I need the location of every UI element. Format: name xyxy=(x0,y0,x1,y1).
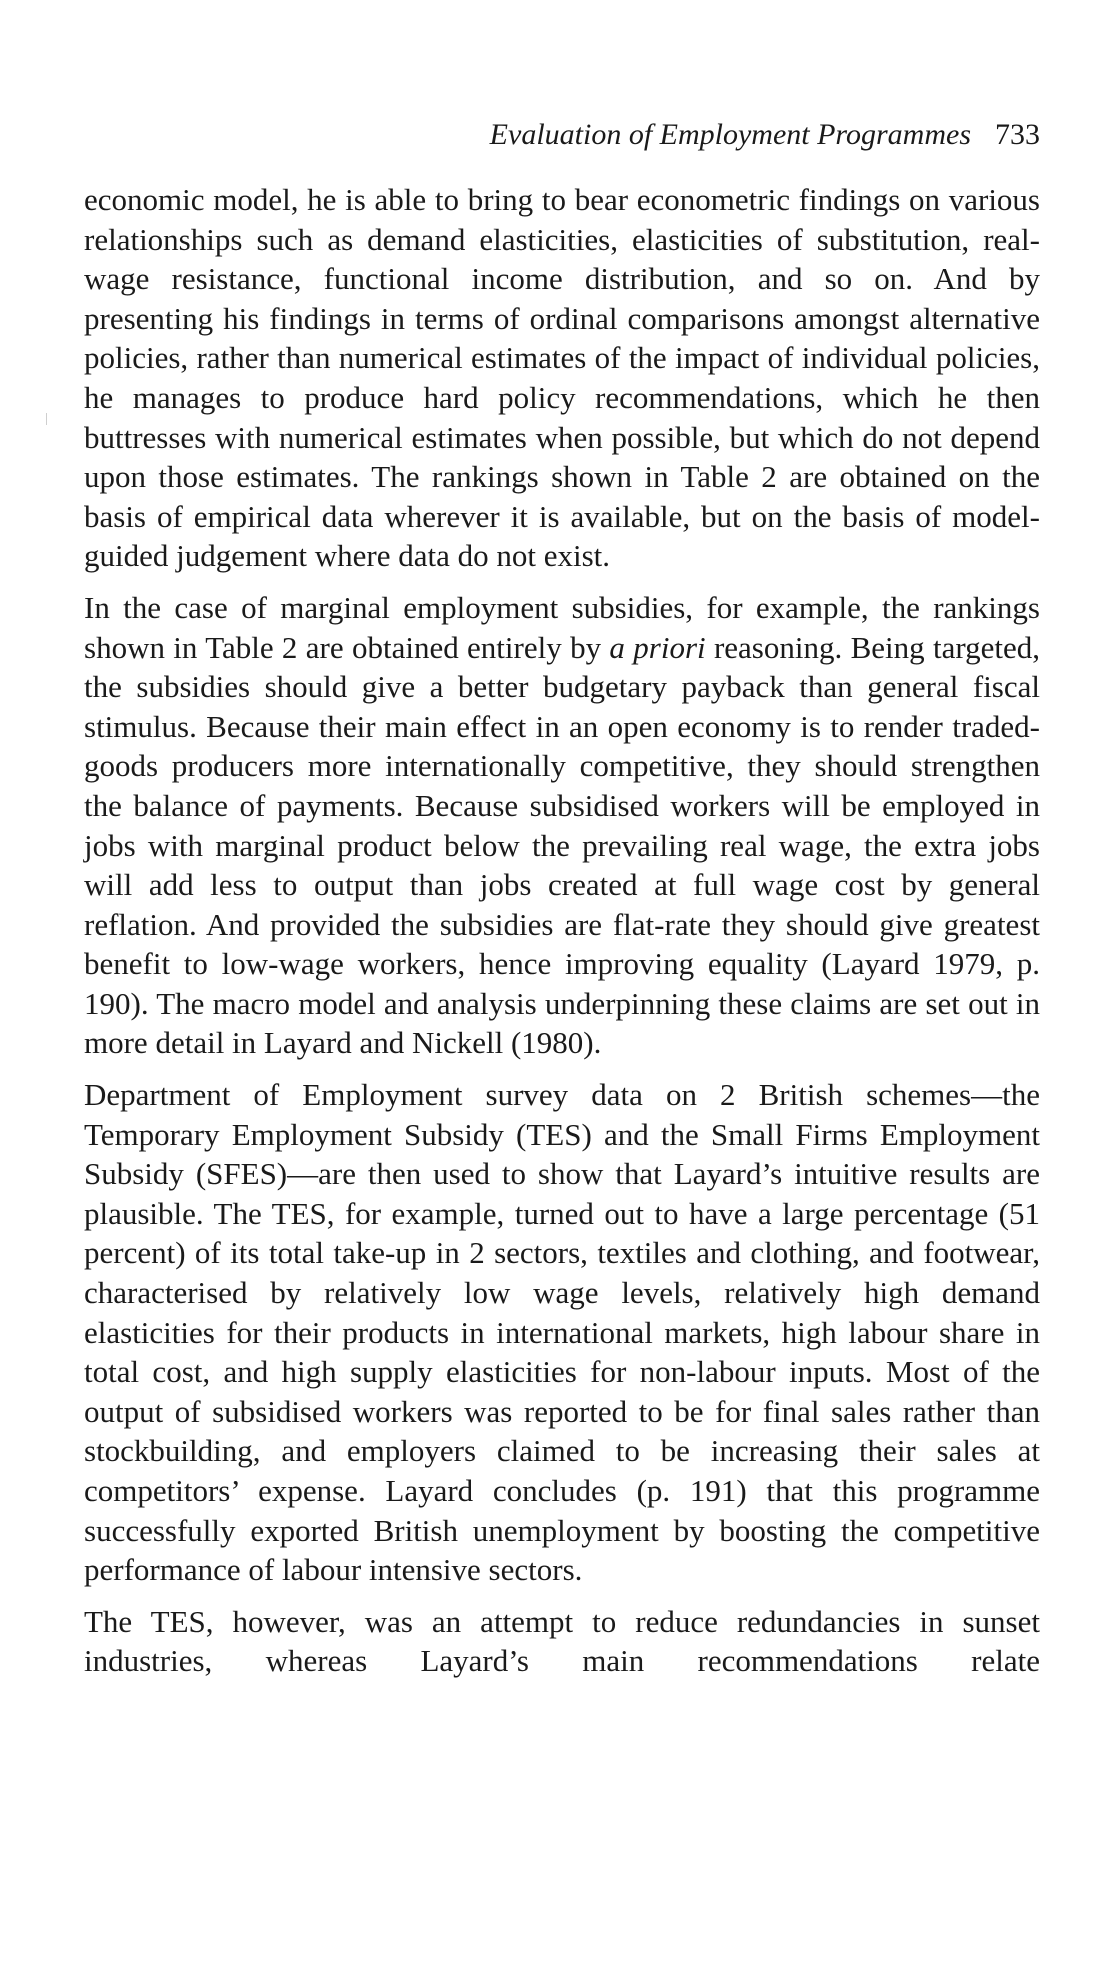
running-head xyxy=(84,118,1040,158)
paragraph-1: economic model, he is able to bring to bear econometric findings on various relationships such as demand elasticities, elasticities of substitution, real-wage resistance, functional income distribution, and so on. And by presenting his findings in terms of ordinal comparisons amongst alternative policies, rather than numerical estimates of the impact of individual policies, he manages to produce hard policy recommendations, which he then buttresses with numerical estimates when possible, but which do not depend upon those estimates. The rankings shown in Table 2 are obtained on the basis of empirical data wherever it is available, but on the basis of model-guided judgement where data do not exist. xyxy=(84,182,1040,574)
running-title: Evaluation of Employment Programmes xyxy=(489,118,971,151)
journal-page xyxy=(84,118,1040,1681)
body-text xyxy=(84,180,1040,1681)
paragraph-2 xyxy=(84,588,1040,1063)
page-number: 733 xyxy=(995,118,1040,151)
a-priori-italic: a priori xyxy=(609,629,706,665)
paragraph-2-text-b: reasoning. Being targeted, the subsidies should give a better budgetary payback than general fiscal stimulus. Because their main effect in an open economy is to render traded-goods producers more internationally competitive, they should strengthen the balance of payments. Because subsidised workers will be employed in jobs with marginal product below the prevailing real wage, the extra jobs will add less to output than jobs created at full wage cost by general reflation. And provided the subsidies are flat-rate they should give greatest benefit to low-wage workers, hence improving equality (Layard 1979, p. 190). The macro model and analysis underpinning these claims are set out in more detail in Layard and Nickell (1980). xyxy=(84,629,1040,1061)
paragraph-4: The TES, however, was an attempt to reduce redundancies in sunset industries, whereas Layard’s main recommendations relate xyxy=(84,1603,1040,1679)
paragraph-3: Department of Employment survey data on 2 British schemes—the Temporary Employment Subsidy (TES) and the Small Firms Employment Subsidy (SFES)—are then used to show that Layard’s intuitive results are plausible. The TES, for example, turned out to have a large percentage (51 percent) of its total take-up in 2 sectors, textiles and clothing, and footwear, characterised by relatively low wage levels, relatively high demand elasticities for their products in international markets, high labour share in total cost, and high supply elasticities for non-labour inputs. Most of the output of subsidised workers was reported to be for final sales rather than stockbuilding, and employers claimed to be increasing their sales at competitors’ expense. Layard concludes (p. 191) that this programme successfully exported British unemployment by boosting the competitive performance of labour intensive sectors. xyxy=(84,1077,1040,1588)
paragraph-2-text-a: In the case of marginal employment subsidies, for example, the rankings shown in Table 2 are obtained entirely by xyxy=(84,589,1040,665)
margin-speck xyxy=(46,413,47,425)
